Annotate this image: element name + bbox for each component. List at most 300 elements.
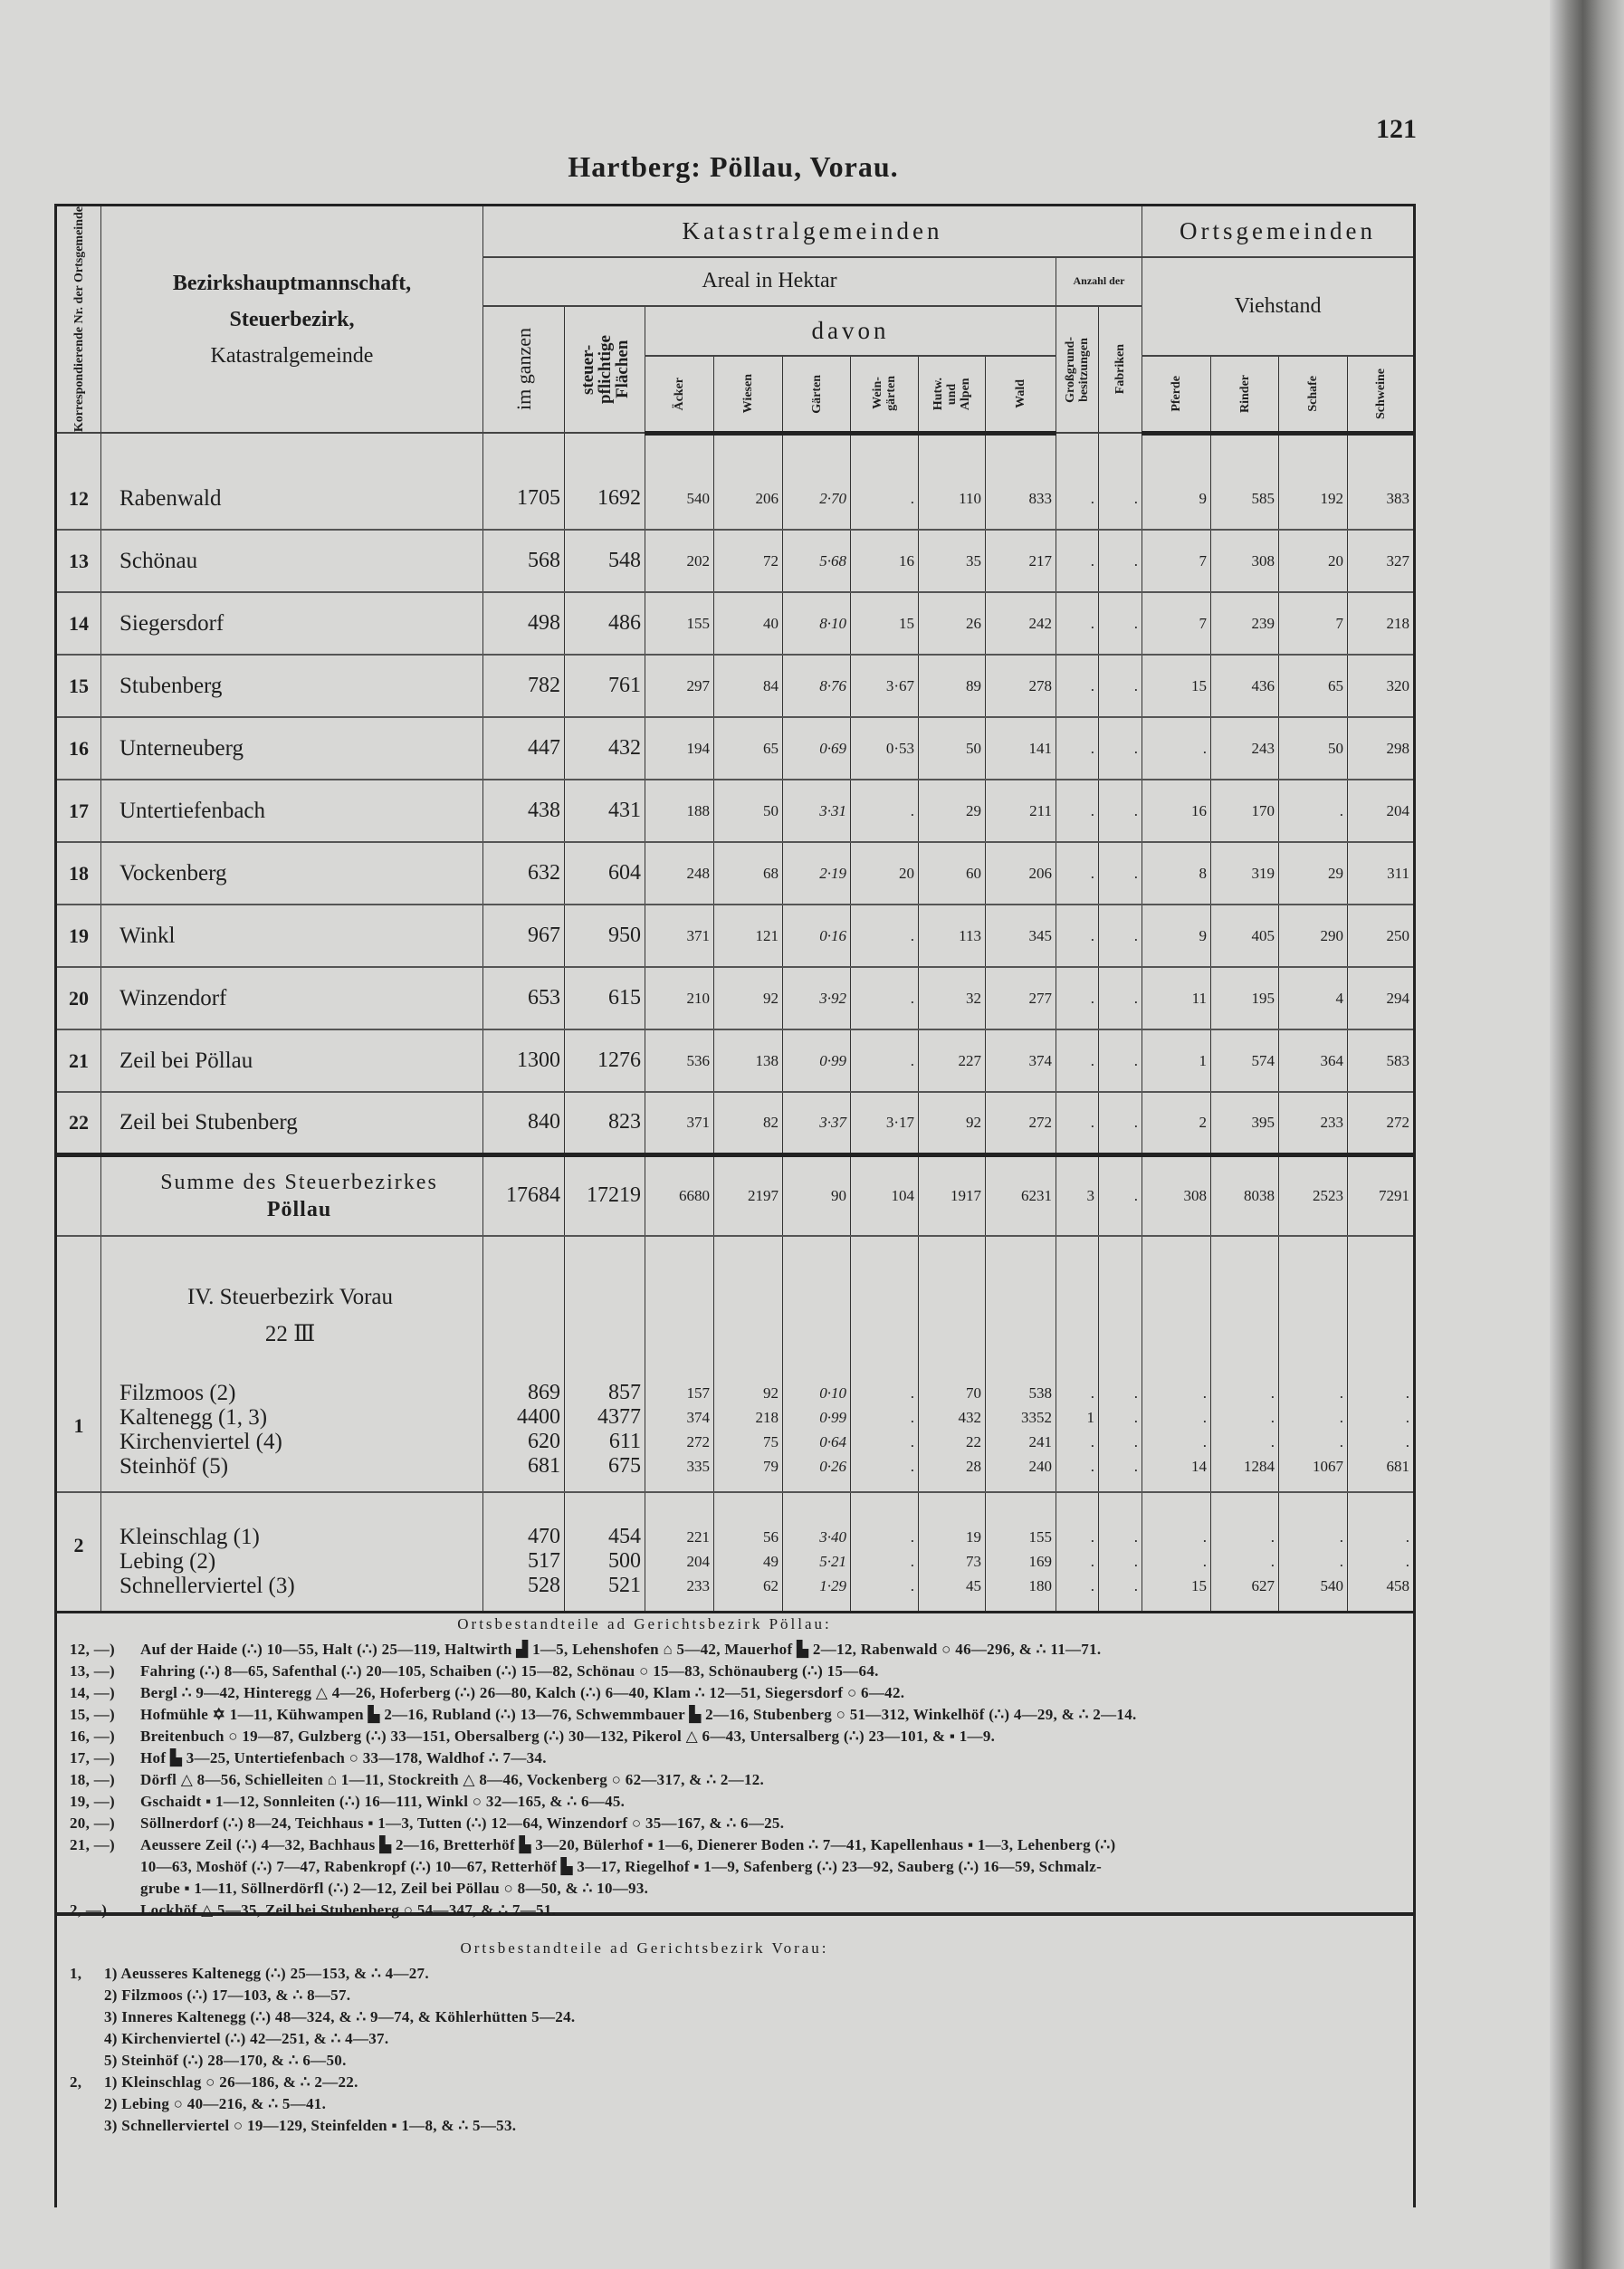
row-name: Rabenwald: [101, 433, 483, 530]
cell-schweine: 218: [1348, 592, 1415, 655]
cell-weingaerten: 3·17: [851, 1092, 919, 1154]
cell-wald: 3352: [1021, 1409, 1052, 1427]
cell-rinder: 574: [1211, 1029, 1279, 1092]
cell-pferde: 16: [1142, 780, 1211, 842]
cell-hutweiden: 70: [966, 1384, 981, 1403]
cell-im-ganzen: 632: [483, 842, 565, 905]
row-number: 22: [56, 1092, 101, 1154]
cell-schweine: .: [1405, 1409, 1410, 1427]
cell-schweine: 681: [1386, 1458, 1410, 1476]
cell-schafe: 7: [1279, 592, 1348, 655]
cell-aecker: 297: [645, 655, 714, 717]
cell-weingaerten: 0·53: [851, 717, 919, 780]
cell-wald: 833: [986, 433, 1056, 530]
cell-steuerpflichtig: 615: [565, 967, 645, 1029]
header-name: Bezirkshauptmannschaft, Steuerbezirk, Katastralgemeinde: [101, 206, 483, 434]
cell-gaerten: 5·21: [819, 1552, 846, 1570]
cell-pferde: .: [1202, 1433, 1208, 1451]
header-aecker: Äcker: [645, 356, 714, 433]
header-pferde: Pferde: [1142, 356, 1211, 433]
footnote-text: grube ▪ 1—11, Söllnerdörfl (∴) 2—12, Zeil bei Pöllau ○ 8—50, & ∴ 10—93.: [140, 1880, 649, 1897]
header-gaerten: Gärten: [783, 356, 851, 433]
cell-im-ganzen: 620: [528, 1430, 560, 1454]
cell-weingaerten: .: [851, 433, 919, 530]
notes-vorau-heading: Ortsbestandteile ad Gerichtsbezirk Vorau:: [460, 1939, 829, 1957]
footnote-text: Gschaidt ▪ 1—12, Sonnleiten (∴) 16—111, Winkl ○ 32—165, & ∴ 6—45.: [140, 1793, 626, 1810]
cell-steuerpflichtig: 604: [565, 842, 645, 905]
group-schafe: [1279, 1236, 1348, 1492]
cell-im-ganzen: 438: [483, 780, 565, 842]
cell-im-ganzen: 840: [483, 1092, 565, 1154]
cell-aecker: 540: [645, 433, 714, 530]
group-hutweiden: [919, 1236, 986, 1492]
cell-schweine: 298: [1348, 717, 1415, 780]
cell-gaerten: 3·92: [783, 967, 851, 1029]
cell-gaerten: 0·10: [819, 1384, 846, 1403]
footnote-line: [57, 1639, 1413, 1661]
footnote-line: [57, 1834, 1413, 1856]
row-name: Zeil bei Pöllau: [101, 1029, 483, 1092]
cell-gaerten: 2·19: [783, 842, 851, 905]
cell-wald: 345: [986, 905, 1056, 967]
cell-pferde: .: [1202, 1552, 1208, 1570]
header-ortsgemeinden: Ortsgemeinden: [1142, 206, 1415, 257]
cell-schafe: 233: [1279, 1092, 1348, 1154]
cell-im-ganzen: 681: [528, 1454, 560, 1479]
cell-im-ganzen: 528: [528, 1573, 560, 1597]
footnote-text: Lockhöf △ 5—35, Zeil bei Stubenberg ○ 54—347, & ∴ 7—51.: [140, 1901, 557, 1919]
cell-im-ganzen: 447: [483, 717, 565, 780]
cell-grossgrund: .: [1056, 780, 1099, 842]
cell-hutweiden: 45: [966, 1576, 981, 1594]
cell-grossgrund: .: [1056, 842, 1099, 905]
table-row: [56, 433, 1415, 530]
footnote-text: Söllnerdorf (∴) 8—24, Teichhaus ▪ 1—3, Tutten (∴) 12—64, Winzendorf ○ 35—167, & ∴ 6—25.: [140, 1814, 785, 1832]
cell-weingaerten: .: [851, 780, 919, 842]
footnote-text: Fahring (∴) 8—65, Safenthal (∴) 20—105, Schaiben (∴) 15—82, Schönau ○ 15—83, Schönauberg (∴) 15—64.: [140, 1662, 879, 1680]
cell-weingaerten: 15: [851, 592, 919, 655]
header-hutweiden: Hutw. und Alpen: [919, 356, 986, 433]
sum-gaerten: 90: [783, 1154, 851, 1236]
cell-fabriken: .: [1133, 1552, 1139, 1570]
cell-wald: 241: [1028, 1433, 1052, 1451]
row-number: 15: [56, 655, 101, 717]
cell-wald: 242: [986, 592, 1056, 655]
cell-wiesen: 79: [763, 1458, 779, 1476]
footnote-line: [57, 2093, 1413, 2115]
sum-rinder: 8038: [1211, 1154, 1279, 1236]
cell-fabriken: .: [1133, 1527, 1139, 1546]
sum-label-line1: Summe des Steuerbezirkes: [160, 1170, 438, 1194]
cell-steuerpflichtig: 4377: [597, 1405, 641, 1430]
page-binding-edge: [1550, 0, 1624, 2269]
row-number: 18: [56, 842, 101, 905]
cell-schweine: 294: [1348, 967, 1415, 1029]
row-name: Stubenberg: [101, 655, 483, 717]
group-gaerten: [783, 1236, 851, 1492]
cell-aecker: 374: [686, 1409, 710, 1427]
cell-schweine: .: [1405, 1552, 1410, 1570]
footnote-line: [57, 2072, 1413, 2093]
row-name: Schönau: [101, 530, 483, 592]
cell-gaerten: 5·68: [783, 530, 851, 592]
cell-schafe: .: [1279, 780, 1348, 842]
cell-schweine: 250: [1348, 905, 1415, 967]
cell-wald: 538: [1028, 1384, 1052, 1403]
cell-steuerpflichtig: 521: [608, 1573, 641, 1597]
cell-schafe: 192: [1279, 433, 1348, 530]
header-davon: davon: [645, 306, 1056, 356]
cell-rinder: .: [1270, 1433, 1275, 1451]
cell-aecker: 210: [645, 967, 714, 1029]
cell-pferde: 1: [1142, 1029, 1211, 1092]
cell-wald: 240: [1028, 1458, 1052, 1476]
cell-schweine: .: [1405, 1384, 1410, 1403]
cell-grossgrund: .: [1056, 905, 1099, 967]
cell-schafe: .: [1339, 1552, 1344, 1570]
sum-grossgrund: 3: [1056, 1154, 1099, 1236]
cell-grossgrund: .: [1090, 1433, 1094, 1451]
cell-wald: 278: [986, 655, 1056, 717]
cell-rinder: 585: [1211, 433, 1279, 530]
cell-pferde: 7: [1142, 530, 1211, 592]
table-row: [56, 905, 1415, 967]
footnotes: [54, 1592, 1416, 2207]
row-number: [56, 1154, 101, 1236]
cell-weingaerten: 16: [851, 530, 919, 592]
cell-im-ganzen: 1300: [483, 1029, 565, 1092]
header-schafe: Schafe: [1279, 356, 1348, 433]
cell-schafe: 65: [1279, 655, 1348, 717]
cell-schweine: .: [1405, 1527, 1410, 1546]
row-name: Zeil bei Stubenberg: [101, 1092, 483, 1154]
cell-fabriken: .: [1133, 1433, 1139, 1451]
cell-rinder: 627: [1251, 1576, 1275, 1594]
notes-poellau-heading: Ortsbestandteile ad Gerichtsbezirk Pöllau:: [457, 1615, 832, 1632]
cell-wald: 217: [986, 530, 1056, 592]
cell-gaerten: 8·10: [783, 592, 851, 655]
cell-wald: 206: [986, 842, 1056, 905]
cell-im-ganzen: 470: [528, 1524, 560, 1548]
cell-steuerpflichtig: 857: [608, 1381, 641, 1405]
footnote-key: 19, —): [70, 1793, 115, 1810]
cell-wiesen: 218: [755, 1409, 779, 1427]
cell-grossgrund: .: [1090, 1527, 1094, 1546]
cell-schweine: 583: [1348, 1029, 1415, 1092]
cell-im-ganzen: 4400: [517, 1405, 560, 1430]
group-number: 2: [56, 1492, 101, 1612]
cell-hutweiden: 113: [919, 905, 986, 967]
cell-pferde: .: [1202, 1384, 1208, 1403]
header-rinder: Rinder: [1211, 356, 1279, 433]
row-number: 13: [56, 530, 101, 592]
cell-wiesen: 49: [763, 1552, 779, 1570]
cell-schafe: 364: [1279, 1029, 1348, 1092]
footnote-key: 13, —): [70, 1662, 115, 1680]
cell-im-ganzen: 517: [528, 1548, 560, 1573]
cell-grossgrund: .: [1056, 717, 1099, 780]
cell-rinder: .: [1270, 1552, 1275, 1570]
cell-grossgrund: .: [1056, 655, 1099, 717]
cell-pferde: 7: [1142, 592, 1211, 655]
cell-weingaerten: .: [851, 967, 919, 1029]
header-nr: Korrespondierende Nr. der Ortsgemeinde: [56, 206, 101, 434]
group-item-name: Schnellerviertel (3): [119, 1573, 295, 1598]
cell-hutweiden: 92: [919, 1092, 986, 1154]
cell-rinder: 195: [1211, 967, 1279, 1029]
cell-schafe: .: [1339, 1384, 1344, 1403]
footnote-line: [57, 1813, 1413, 1834]
cell-hutweiden: 50: [919, 717, 986, 780]
table-row: [56, 530, 1415, 592]
cell-steuerpflichtig: 1276: [565, 1029, 645, 1092]
cell-fabriken: .: [1099, 433, 1142, 530]
cell-aecker: 272: [686, 1433, 710, 1451]
header-katastralgemeinden: Katastralgemeinden: [483, 206, 1142, 257]
group-grossgrund: [1056, 1236, 1099, 1492]
cell-hutweiden: 22: [966, 1433, 981, 1451]
cell-grossgrund: .: [1056, 1029, 1099, 1092]
cell-rinder: 395: [1211, 1092, 1279, 1154]
cell-wiesen: 40: [714, 592, 783, 655]
cell-grossgrund: .: [1090, 1576, 1094, 1594]
sum-weingaerten: 104: [851, 1154, 919, 1236]
cell-rinder: .: [1270, 1527, 1275, 1546]
group-fabriken: [1099, 1236, 1142, 1492]
table-row: [56, 655, 1415, 717]
footnote-key: 15, —): [70, 1706, 115, 1723]
table-row: [56, 780, 1415, 842]
sum-fabriken: .: [1099, 1154, 1142, 1236]
cell-steuerpflichtig: 1692: [565, 433, 645, 530]
cell-rinder: .: [1270, 1409, 1275, 1427]
cell-im-ganzen: 967: [483, 905, 565, 967]
group-names: [101, 1236, 483, 1492]
cell-pferde: .: [1202, 1409, 1208, 1427]
footnote-line: [57, 1963, 1413, 1985]
footnote-text: Breitenbuch ○ 19—87, Gulzberg (∴) 33—151, Obersalberg (∴) 30—132, Pikerol △ 6—43, Untersalberg (∴) 23—101, & ▪ 1—9.: [140, 1728, 996, 1745]
cell-pferde: 15: [1142, 655, 1211, 717]
header-viehstand: Viehstand: [1142, 257, 1415, 357]
sum-schweine: 7291: [1348, 1154, 1415, 1236]
header-anzahl: Anzahl der: [1056, 257, 1142, 306]
cell-weingaerten: .: [910, 1458, 914, 1476]
cell-grossgrund: .: [1056, 592, 1099, 655]
header-weingaerten: Wein- gärten: [851, 356, 919, 433]
sum-im-ganzen: 17684: [483, 1154, 565, 1236]
cell-schweine: .: [1405, 1433, 1410, 1451]
cell-hutweiden: 26: [919, 592, 986, 655]
cell-wiesen: 56: [763, 1527, 779, 1546]
cell-aecker: 371: [645, 905, 714, 967]
cell-rinder: 405: [1211, 905, 1279, 967]
footnote-key: 21, —): [70, 1836, 115, 1853]
cell-fabriken: .: [1099, 905, 1142, 967]
footnote-key: 2,: [70, 2073, 82, 2091]
footnote-line: [57, 1856, 1413, 1878]
cell-hutweiden: 35: [919, 530, 986, 592]
footnote-key: 14, —): [70, 1684, 115, 1701]
cell-aecker: 371: [645, 1092, 714, 1154]
table-row: [56, 1092, 1415, 1154]
footnote-text: 1) Kleinschlag ○ 26—186, & ∴ 2—22.: [104, 2073, 358, 2091]
footnote-text: 4) Kirchenviertel (∴) 42—251, & ∴ 4—37.: [104, 2030, 389, 2047]
footnote-key: 20, —): [70, 1814, 115, 1832]
footnote-line: [57, 1726, 1413, 1747]
footnote-line: [57, 1661, 1413, 1682]
cell-im-ganzen: 1705: [483, 433, 565, 530]
cell-hutweiden: 32: [919, 967, 986, 1029]
footnote-line: [57, 1769, 1413, 1791]
footnote-key: 12, —): [70, 1641, 115, 1658]
cell-gaerten: 0·99: [819, 1409, 846, 1427]
cell-pferde: 2: [1142, 1092, 1211, 1154]
group-weingaerten: [851, 1236, 919, 1492]
cell-schweine: 272: [1348, 1092, 1415, 1154]
group-schweine: [1348, 1236, 1415, 1492]
footnote-line: [57, 1704, 1413, 1726]
table-group-row: [56, 1236, 1415, 1492]
cell-gaerten: 3·40: [819, 1527, 846, 1546]
table-row: [56, 842, 1415, 905]
footnote-text: 3) Schnellerviertel ○ 19—129, Steinfelden ▪ 1—8, & ∴ 5—53.: [104, 2117, 517, 2134]
cell-wald: 374: [986, 1029, 1056, 1092]
footnote-line: [57, 2006, 1413, 2028]
table-row: [56, 1029, 1415, 1092]
cell-gaerten: 1·29: [819, 1576, 846, 1594]
cell-rinder: 319: [1211, 842, 1279, 905]
cell-weingaerten: .: [910, 1527, 914, 1546]
cell-gaerten: 0·69: [783, 717, 851, 780]
footnote-text: 2) Lebing ○ 40—216, & ∴ 5—41.: [104, 2095, 327, 2112]
sum-row: [56, 1154, 1415, 1236]
cell-rinder: 170: [1211, 780, 1279, 842]
group-item-name: Filzmoos (2): [119, 1381, 236, 1406]
cell-gaerten: 2·70: [783, 433, 851, 530]
cell-rinder: 239: [1211, 592, 1279, 655]
group-wald: [986, 1236, 1056, 1492]
cell-im-ganzen: 869: [528, 1381, 560, 1405]
header-im-ganzen: im ganzen: [483, 306, 565, 433]
footnote-line: [57, 1682, 1413, 1704]
cell-weingaerten: 3·67: [851, 655, 919, 717]
cell-grossgrund: .: [1056, 433, 1099, 530]
cell-hutweiden: 73: [966, 1552, 981, 1570]
row-name: Winkl: [101, 905, 483, 967]
cell-fabriken: .: [1099, 842, 1142, 905]
row-name: Untertiefenbach: [101, 780, 483, 842]
cell-gaerten: 3·37: [783, 1092, 851, 1154]
table-body: [56, 433, 1415, 1612]
cell-rinder: 436: [1211, 655, 1279, 717]
cell-wiesen: 92: [714, 967, 783, 1029]
cell-wald: 169: [1028, 1552, 1052, 1570]
footnote-key: 17, —): [70, 1749, 115, 1766]
group-pferde: [1142, 1236, 1211, 1492]
cell-schafe: 540: [1320, 1576, 1344, 1594]
cell-grossgrund: .: [1056, 530, 1099, 592]
cell-im-ganzen: 653: [483, 967, 565, 1029]
cell-weingaerten: 20: [851, 842, 919, 905]
footnote-text: Hofmühle ✡ 1—11, Kühwampen ▙ 2—16, Rubland (∴) 13—76, Schwemmbauer ▙ 2—16, Stubenberg ○ 51—312, Winkelhöf (∴) 4—29, & ∴ 2—14.: [140, 1706, 1137, 1723]
table-row: [56, 717, 1415, 780]
footnote-key: 16, —): [70, 1728, 115, 1745]
cell-gaerten: 0·99: [783, 1029, 851, 1092]
footnote-line: [57, 2115, 1413, 2137]
footnote-text: Auf der Haide (∴) 10—55, Halt (∴) 25—119, Haltwirth ▟ 1—5, Lehenshofen ⌂ 5—42, Mauerhof ▙ 2—12, Rabenwald ○ 46—296, & ∴ 11—71.: [140, 1641, 1102, 1658]
row-number: 20: [56, 967, 101, 1029]
cell-grossgrund: .: [1056, 967, 1099, 1029]
cell-grossgrund: .: [1090, 1384, 1094, 1403]
cell-rinder: 308: [1211, 530, 1279, 592]
row-name: Winzendorf: [101, 967, 483, 1029]
footnote-text: Hof ▙ 3—25, Untertiefenbach ○ 33—178, Waldhof ∴ 7—34.: [140, 1749, 547, 1766]
footnote-text: Dörfl △ 8—56, Schielleiten ⌂ 1—11, Stockreith △ 8—46, Vockenberg ○ 62—317, & ∴ 2—12.: [140, 1771, 765, 1788]
cell-wiesen: 75: [763, 1433, 779, 1451]
cell-fabriken: .: [1099, 967, 1142, 1029]
sum-aecker: 6680: [645, 1154, 714, 1236]
cell-aecker: 335: [686, 1458, 710, 1476]
cell-wald: 141: [986, 717, 1056, 780]
page-number: 121: [1376, 114, 1417, 144]
footnote-key: 18, —): [70, 1771, 115, 1788]
cell-aecker: 221: [686, 1527, 710, 1546]
table-row: [56, 967, 1415, 1029]
sum-pferde: 308: [1142, 1154, 1211, 1236]
vorau-subheading: 22 Ⅲ: [264, 1322, 316, 1347]
group-item-name: Kleinschlag (1): [119, 1524, 260, 1549]
cell-aecker: 155: [645, 592, 714, 655]
cell-steuerpflichtig: 548: [565, 530, 645, 592]
cell-pferde: .: [1202, 1527, 1208, 1546]
footnote-text: 10—63, Moshöf (∴) 7—47, Rabenkropf (∴) 10—67, Retterhöf ▙ 3—17, Riegelhof ▪ 1—9, Safenberg (∴) 23—92, Sauberg (∴) 16—59, Schmalz-: [140, 1858, 1103, 1875]
cell-fabriken: .: [1099, 1029, 1142, 1092]
footnote-line: [57, 2050, 1413, 2072]
page-title: Hartberg: Pöllau, Vorau.: [568, 150, 899, 183]
cell-hutweiden: 28: [966, 1458, 981, 1476]
footnote-line: [57, 1985, 1413, 2006]
row-name: Vockenberg: [101, 842, 483, 905]
group-number: 1: [56, 1236, 101, 1492]
sum-hutweiden: 1917: [919, 1154, 986, 1236]
cell-pferde: 15: [1191, 1576, 1208, 1594]
group-im-ganzen: [483, 1236, 565, 1492]
cell-hutweiden: 29: [919, 780, 986, 842]
cell-weingaerten: .: [851, 905, 919, 967]
header-fabriken: Fabriken: [1099, 306, 1142, 433]
group-rinder: [1211, 1236, 1279, 1492]
cell-wiesen: 92: [763, 1384, 779, 1403]
cell-wiesen: 84: [714, 655, 783, 717]
group-item-name: Lebing (2): [119, 1548, 216, 1574]
footnote-key: 1,: [70, 1965, 82, 1982]
footnote-text: 2) Filzmoos (∴) 17—103, & ∴ 8—57.: [104, 1987, 351, 2004]
cell-weingaerten: .: [910, 1552, 914, 1570]
group-steuerpflichtig: [565, 1236, 645, 1492]
cell-hutweiden: 227: [919, 1029, 986, 1092]
cell-steuerpflichtig: 500: [608, 1548, 641, 1573]
cell-pferde: 9: [1142, 433, 1211, 530]
table-row: [56, 592, 1415, 655]
cell-wiesen: 121: [714, 905, 783, 967]
cell-steuerpflichtig: 823: [565, 1092, 645, 1154]
cell-weingaerten: .: [910, 1384, 914, 1403]
row-name: Siegersdorf: [101, 592, 483, 655]
header-grossgrund: Großgrund- besitzungen: [1056, 306, 1099, 433]
cell-weingaerten: .: [910, 1409, 914, 1427]
header-wiesen: Wiesen: [714, 356, 783, 433]
cell-wiesen: 50: [714, 780, 783, 842]
